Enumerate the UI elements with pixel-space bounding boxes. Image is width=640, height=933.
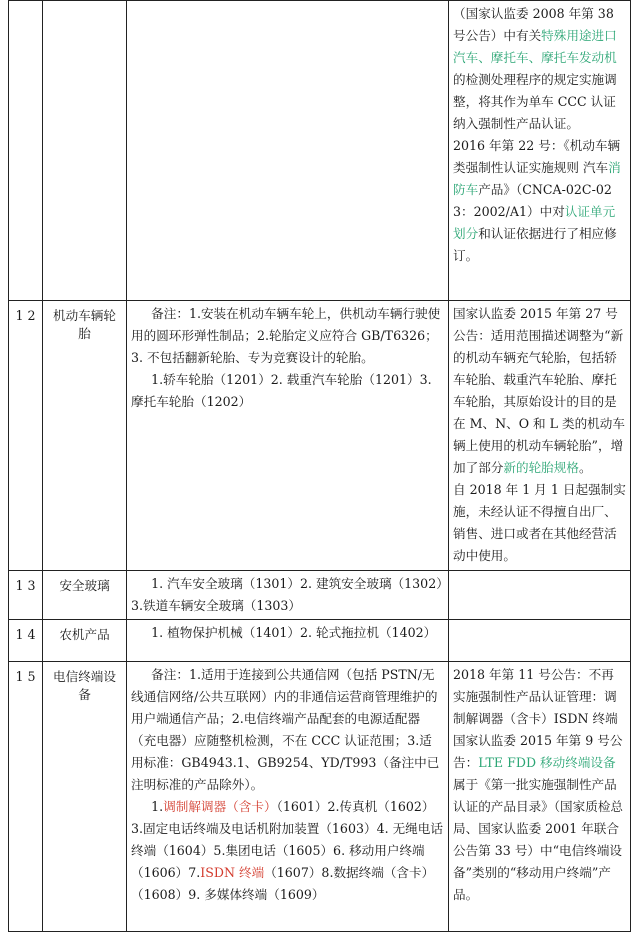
scope-paragraph xyxy=(131,573,444,617)
text-run: 2016 年第 22 号：《机动车辆类强制性认证实施规则 汽车 xyxy=(453,138,621,175)
remarks xyxy=(449,620,631,662)
remark-paragraph xyxy=(453,730,626,906)
text-run: 的检测处理程序的规定实施调整，将其作为单车 CCC 认证纳入强制性产品认证。 xyxy=(453,72,617,131)
highlighted-text: ISDN 终端 xyxy=(200,865,265,880)
table-row xyxy=(9,1,631,301)
text-run: 。 xyxy=(578,460,592,475)
text-run: 备注：1.安装在机动车辆车轮上，供机动车辆行驶使用的圆环形弹性制品；2.轮胎定义应符合 GB/T6326；3. 不包括翻新轮胎、专为竞赛设计的轮胎。 xyxy=(131,306,441,365)
product-scope xyxy=(127,1,449,301)
row-number: 1 2 xyxy=(9,301,43,571)
row-number xyxy=(9,1,43,301)
remark-paragraph xyxy=(453,303,626,479)
row-number: 1 4 xyxy=(9,620,43,662)
product-scope xyxy=(127,662,449,932)
highlighted-text: 认证单元划分 xyxy=(453,204,616,241)
text-run: 1. 汽车安全玻璃（1301）2. 建筑安全玻璃（1302）3.铁道车辆安全玻璃（1303） xyxy=(131,576,443,613)
remarks xyxy=(449,1,631,301)
text-run: 产品》（CNCA-02C-023：2002/A1）中对 xyxy=(453,182,612,219)
product-name: 安全玻璃 xyxy=(43,571,127,620)
product-scope xyxy=(127,620,449,662)
table-row xyxy=(9,301,631,571)
table-body xyxy=(9,1,631,932)
text-run: （国家认监委 2008 年第 38 号公告）中有关 xyxy=(453,6,614,43)
scope-paragraph xyxy=(131,664,444,796)
scope-paragraph xyxy=(131,796,444,906)
highlighted-text: 消防车 xyxy=(453,160,621,197)
table-row xyxy=(9,571,631,620)
text-run: （1607）8.数据终端（含卡）（1608）9. 多媒体终端（1609） xyxy=(131,865,435,902)
text-run: （1601）2.传真机（1602）3.固定电话终端及电话机附加装置（1603）4. 无绳电话终端（1604）5.集团电话（1605）6. 移动用户终端（1606）7. xyxy=(131,799,443,880)
remark-paragraph xyxy=(453,135,626,267)
text-run: 1. 植物保护机械（1401）2. 轮式拖拉机（1402） xyxy=(151,625,437,640)
remarks xyxy=(449,662,631,932)
text-run: 属于《第一批实施强制性产品认证的产品目录》（国家质检总局、国家认监委 2001 年联合公告第 33 号）中“电信终端设备”类别的“移动用户终端”产品。 xyxy=(453,777,624,902)
text-run: 国家认监委 2015 年第 9 号公告： xyxy=(453,733,623,770)
product-name xyxy=(43,1,127,301)
scope-paragraph xyxy=(131,303,444,369)
text-run: 1.轿车轮胎（1201）2. 载重汽车轮胎（1201）3. 摩托车轮胎（1202） xyxy=(131,372,432,409)
text-run: 自 2018 年 1 月 1 日起强制实施，未经认证不得擅自出厂、销售、进口或者在其他经营活动中使用。 xyxy=(453,482,626,563)
scope-paragraph xyxy=(131,369,444,413)
product-table xyxy=(8,0,631,932)
scope-paragraph xyxy=(131,622,444,644)
text-run: 备注：1.适用于连接到公共通信网（包括 PSTN/无线通信网络/公共互联网）内的非通信运营商管理维护的用户端通信产品；2.电信终端产品配套的电源适配器（充电器）应随整机检测，不在 CCC 认证范围；3.适用标准：GB4943.1、GB9254、YD/T993（备注中已注明标准的产品除外）。 xyxy=(131,667,440,792)
text-run: 1. xyxy=(151,799,164,814)
remark-paragraph xyxy=(453,3,626,135)
product-scope xyxy=(127,571,449,620)
highlighted-text: 新的轮胎规格 xyxy=(503,460,579,475)
highlighted-text: LTE FDD 移动终端设备 xyxy=(478,755,616,770)
product-name: 机动车辆轮胎 xyxy=(43,301,127,571)
row-number: 1 3 xyxy=(9,571,43,620)
remark-paragraph xyxy=(453,664,626,730)
text-run: 和认证依据进行了相应修订。 xyxy=(453,226,617,263)
table-row xyxy=(9,620,631,662)
remark-paragraph xyxy=(453,479,626,567)
highlighted-text: 调制解调器（含卡） xyxy=(163,799,277,814)
highlighted-text: 特殊用途进口汽车、摩托车、摩托车发动机 xyxy=(453,28,617,65)
remarks xyxy=(449,571,631,620)
product-name: 农机产品 xyxy=(43,620,127,662)
product-scope xyxy=(127,301,449,571)
row-number: 1 5 xyxy=(9,662,43,932)
product-name: 电信终端设备 xyxy=(43,662,127,932)
table-row xyxy=(9,662,631,932)
text-run: 2018 年第 11 号公告：不再实施强制性产品认证管理：调制解调器（含卡）ISDN 终端 xyxy=(453,667,618,726)
remarks xyxy=(449,301,631,571)
text-run: 国家认监委 2015 年第 27 号公告：适用范围描述调整为“新的机动车辆充气轮胎，包括轿车轮胎、载重汽车轮胎、摩托车轮胎，其原始设计的目的是在 M、N、O 和 L 类的机动车辆上使用的机动车辆轮胎”，增加了部分 xyxy=(453,306,625,475)
